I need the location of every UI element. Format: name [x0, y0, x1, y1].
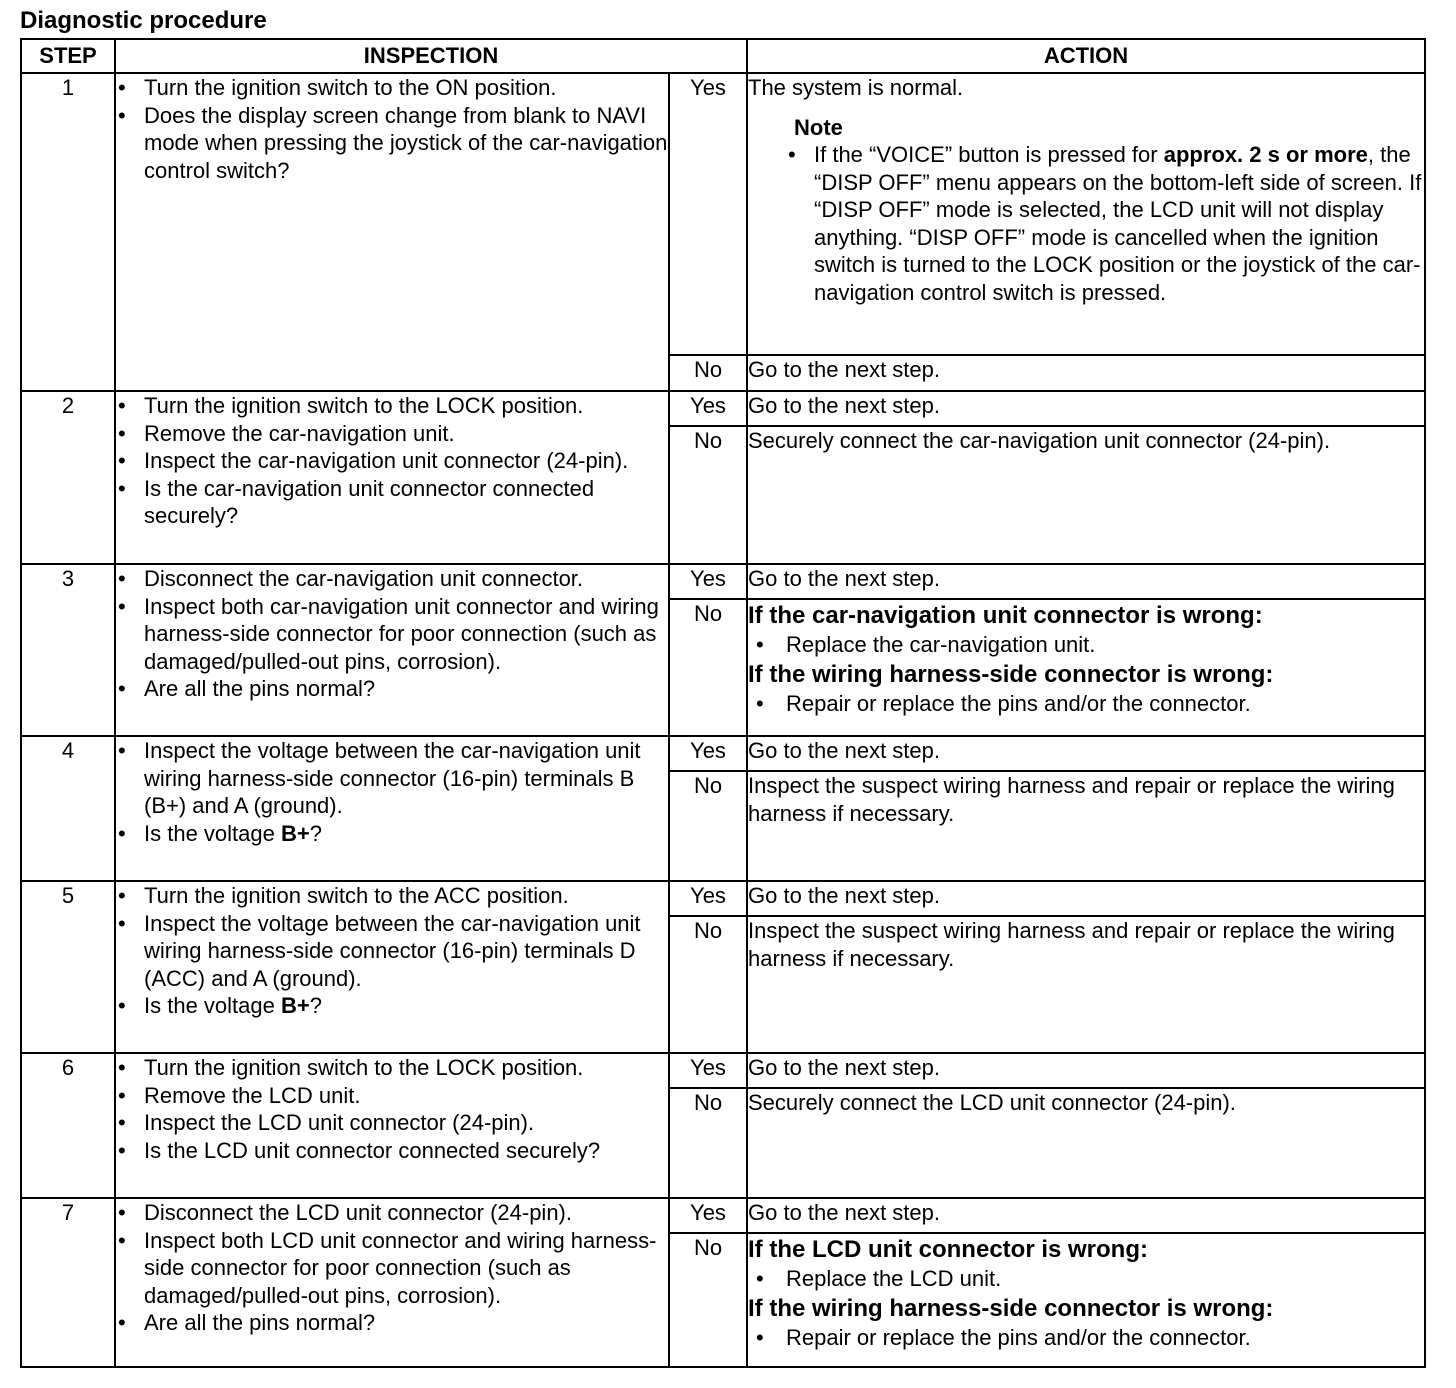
inspection-item: • Does the display screen change from blank to NAVI mode when pressing the joystick of the car-navigation control switch?	[116, 102, 668, 185]
inspection-item: • Inspect both LCD unit connector and wiring harness-side connector for poor connection (such as damaged/pulled-out pins, corrosion).	[116, 1227, 668, 1310]
inspection-item: • Are all the pins normal?	[116, 675, 668, 703]
step-header: STEP	[21, 39, 115, 73]
inspection-item: • Inspect the voltage between the car-navigation unit wiring harness-side connector (16-pin) terminals B (B+) and A (ground).	[116, 737, 668, 820]
note-item	[786, 141, 1424, 306]
inspection-cell	[115, 1053, 669, 1198]
yes-action: Go to the next step.	[747, 564, 1425, 599]
question-text: Is the voltage	[144, 820, 281, 846]
action-text: The system is normal.	[748, 75, 964, 100]
yes-label: Yes	[669, 736, 747, 771]
step-row	[21, 564, 1425, 599]
inspection-cell	[115, 391, 669, 564]
inspection-item: • Disconnect the car-navigation unit connector.	[116, 565, 668, 593]
step-row	[21, 391, 1425, 426]
step-number: 5	[21, 881, 115, 1053]
header-row	[21, 39, 1425, 73]
step-row	[21, 73, 1425, 355]
yes-action	[747, 73, 1425, 355]
condition-heading: If the LCD unit connector is wrong:	[748, 1236, 1148, 1263]
no-action: Securely connect the LCD unit connector (24-pin).	[747, 1088, 1425, 1198]
yes-action: Go to the next step.	[747, 736, 1425, 771]
condition-heading: If the wiring harness-side connector is wrong:	[748, 1294, 1274, 1322]
yes-action: Go to the next step.	[747, 881, 1425, 916]
note-text: , the “DISP OFF” menu appears on the bottom-left side of screen. If “DISP OFF” mode is selected, the LCD unit will not display anything. “DISP OFF” mode is cancelled when the ignition switch is turned to the LOCK position or the joystick of the car-navigation control switch is pressed.	[814, 142, 1422, 305]
no-label: No	[669, 355, 747, 391]
inspection-item: • Inspect both car-navigation unit connector and wiring harness-side connector for poor connection (such as damaged/pulled-out pins, corrosion).	[116, 593, 668, 676]
yes-label: Yes	[669, 391, 747, 426]
yes-label: Yes	[669, 564, 747, 599]
inspection-item: • Is the car-navigation unit connector connected securely?	[116, 475, 668, 530]
question-text: Is the voltage	[144, 993, 281, 1018]
step-number: 2	[21, 391, 115, 564]
inspection-cell	[115, 736, 669, 881]
question-text: ?	[309, 820, 322, 846]
no-action: Securely connect the car-navigation unit connector (24-pin).	[747, 426, 1425, 564]
step-row	[21, 881, 1425, 916]
step-row	[21, 1053, 1425, 1088]
yes-label: Yes	[669, 881, 747, 916]
action-item: • Replace the LCD unit.	[748, 1265, 1424, 1293]
no-action	[747, 1233, 1425, 1367]
yes-action: Go to the next step.	[747, 391, 1425, 426]
yes-action: Go to the next step.	[747, 1053, 1425, 1088]
step-number: 7	[21, 1198, 115, 1367]
step-row	[21, 1198, 1425, 1233]
inspection-item	[116, 820, 668, 848]
inspection-item: • Inspect the LCD unit connector (24-pin).	[116, 1109, 668, 1137]
no-label: No	[669, 1233, 747, 1367]
yes-action: Go to the next step.	[747, 1198, 1425, 1233]
no-label: No	[669, 1088, 747, 1198]
note-emphasis: approx. 2 s or more	[1163, 142, 1368, 167]
inspection-item	[116, 992, 668, 1020]
condition-heading: If the car-navigation unit connector is wrong:	[748, 602, 1263, 629]
no-action: Go to the next step.	[747, 355, 1425, 391]
condition-heading: If the wiring harness-side connector is wrong:	[748, 660, 1274, 688]
inspection-item: • Are all the pins normal?	[116, 1309, 668, 1337]
inspection-item: • Disconnect the LCD unit connector (24-pin).	[116, 1199, 668, 1227]
question-emphasis: B+	[280, 820, 310, 846]
question-text: ?	[309, 993, 322, 1018]
inspection-cell	[115, 564, 669, 736]
inspection-item: • Remove the LCD unit.	[116, 1082, 668, 1110]
diagnostic-table	[20, 38, 1426, 1368]
inspection-item: • Inspect the car-navigation unit connector (24-pin).	[116, 447, 668, 475]
yes-label: Yes	[669, 1198, 747, 1233]
inspection-item: • Turn the ignition switch to the LOCK position.	[116, 1054, 668, 1082]
no-label: No	[669, 426, 747, 564]
no-action	[747, 599, 1425, 736]
step-number: 1	[21, 73, 115, 391]
inspection-cell	[115, 1198, 669, 1367]
step-number: 4	[21, 736, 115, 881]
inspection-item: • Inspect the voltage between the car-navigation unit wiring harness-side connector (16-pin) terminals D (ACC) and A (ground).	[116, 910, 668, 993]
action-item: • Replace the car-navigation unit.	[748, 631, 1424, 659]
inspection-cell	[115, 73, 669, 391]
no-action: Inspect the suspect wiring harness and repair or replace the wiring harness if necessary.	[747, 916, 1425, 1053]
question-emphasis: B+	[280, 993, 310, 1018]
step-row	[21, 736, 1425, 771]
page-title: Diagnostic procedure	[20, 7, 267, 34]
no-action: Inspect the suspect wiring harness and repair or replace the wiring harness if necessary.	[747, 771, 1425, 881]
action-header: ACTION	[747, 39, 1425, 73]
no-label: No	[669, 916, 747, 1053]
action-item: • Repair or replace the pins and/or the connector.	[748, 1324, 1424, 1352]
yes-label: Yes	[669, 1053, 747, 1088]
step-number: 3	[21, 564, 115, 736]
no-label: No	[669, 771, 747, 881]
inspection-item: • Turn the ignition switch to the LOCK position.	[116, 392, 668, 420]
no-label: No	[669, 599, 747, 736]
yes-label: Yes	[669, 73, 747, 355]
note-title: Note	[794, 114, 843, 140]
inspection-item: • Turn the ignition switch to the ACC position.	[116, 882, 668, 910]
inspection-item: • Is the LCD unit connector connected securely?	[116, 1137, 668, 1165]
inspection-item: • Turn the ignition switch to the ON position.	[116, 74, 668, 102]
step-number: 6	[21, 1053, 115, 1198]
inspection-item: • Remove the car-navigation unit.	[116, 420, 668, 448]
inspection-cell	[115, 881, 669, 1053]
action-item: • Repair or replace the pins and/or the connector.	[748, 690, 1424, 718]
inspection-header: INSPECTION	[115, 39, 747, 73]
note-text: If the “VOICE” button is pressed for	[814, 142, 1164, 167]
